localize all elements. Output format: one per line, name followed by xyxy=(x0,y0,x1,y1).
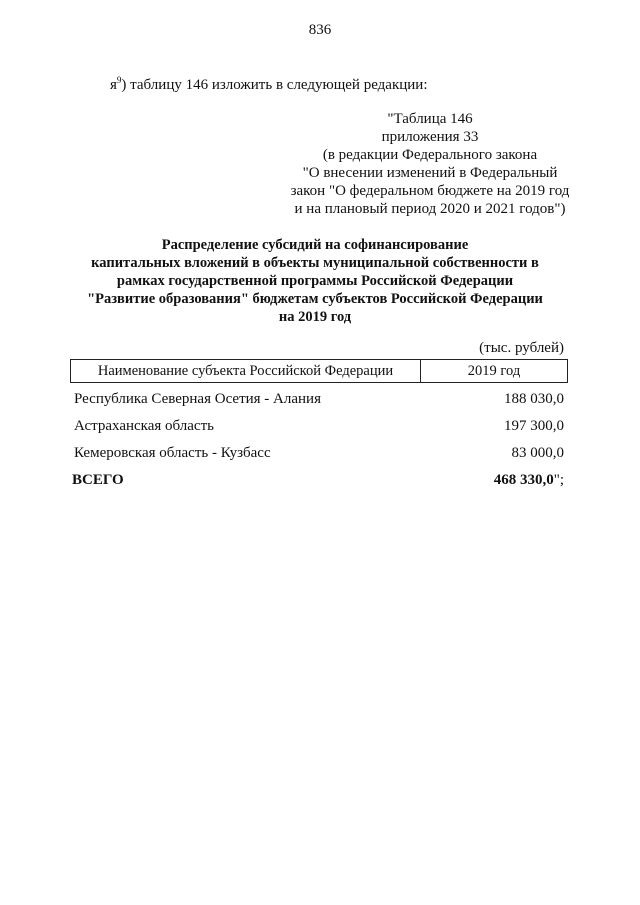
total-suffix: "; xyxy=(553,472,564,488)
reference-line: закон "О федеральном бюджете на 2019 год xyxy=(290,183,570,199)
row-name: Кемеровская область - Кузбасс xyxy=(74,445,271,461)
header-name-cell: Наименование субъекта Российской Федерации xyxy=(71,360,421,382)
table-row xyxy=(74,445,564,462)
table-row xyxy=(74,418,564,435)
intro-paragraph xyxy=(110,75,428,94)
row-value: 188 030,0 xyxy=(504,391,564,407)
title-line: "Развитие образования" бюджетам субъектов Российской Федерации xyxy=(87,291,543,307)
table-row xyxy=(74,391,564,408)
title-line: Распределение субсидий на софинансирование xyxy=(161,237,469,253)
row-name: Республика Северная Осетия - Алания xyxy=(74,391,321,407)
reference-line: и на плановый период 2020 и 2021 годов") xyxy=(294,201,566,217)
total-value-wrap xyxy=(494,472,564,489)
document-title xyxy=(40,236,590,326)
title-line: капитальных вложений в объекты муниципальной собственности в xyxy=(91,255,539,271)
title-line: на 2019 год xyxy=(278,309,352,325)
header-year-cell: 2019 год xyxy=(467,362,521,379)
units-label: (тыс. рублей) xyxy=(479,340,564,356)
table-header xyxy=(70,359,568,383)
reference-line: "О внесении изменений в Федеральный xyxy=(302,165,558,181)
reference-line: "Таблица 146 xyxy=(387,111,473,127)
row-value: 197 300,0 xyxy=(504,418,564,434)
total-label: ВСЕГО xyxy=(72,472,124,488)
intro-letter: я xyxy=(110,77,117,93)
table-reference-block xyxy=(270,110,590,218)
total-value: 468 330,0 xyxy=(493,472,554,488)
intro-superscript: 9 xyxy=(116,75,122,85)
page-number: 836 xyxy=(308,22,332,38)
reference-line: (в редакции Федерального закона xyxy=(322,147,538,163)
intro-text: ) таблицу 146 изложить в следующей редакции: xyxy=(121,77,428,93)
total-row xyxy=(72,472,564,489)
title-line: рамках государственной программы Российской Федерации xyxy=(116,273,514,289)
row-value: 83 000,0 xyxy=(511,445,564,461)
row-name: Астраханская область xyxy=(74,418,214,434)
reference-line: приложения 33 xyxy=(381,129,479,145)
